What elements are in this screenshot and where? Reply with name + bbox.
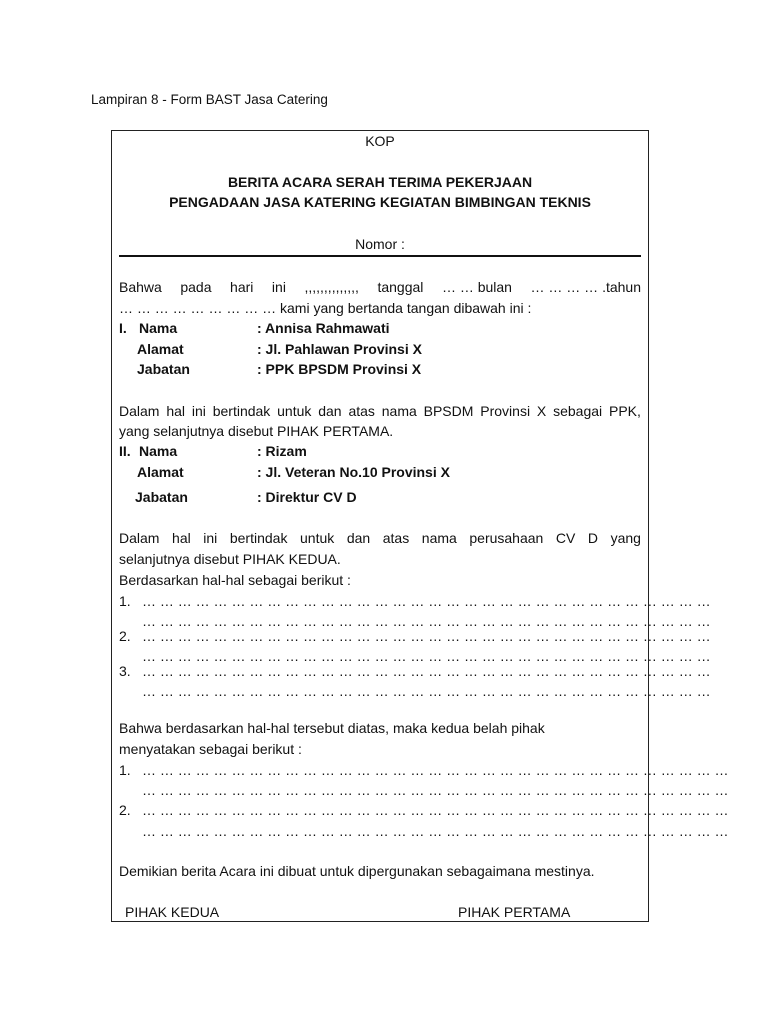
desc-word: bertindak	[212, 403, 271, 419]
blank-line: … … … … … … … … … … … … … … … … … … … … … … … … … … … … … … … …	[142, 648, 711, 664]
party1-desc-line-1	[119, 402, 641, 420]
blank-line: … … … … … … … … … … … … … … … … … … … … … … … … … … … … … … … … …	[142, 782, 729, 798]
title-line-1: BERITA ACARA SERAH TERIMA PEKERJAAN	[227, 174, 533, 190]
list-number: 2.	[119, 802, 131, 818]
year-blank: … … … … .tahun	[530, 279, 641, 295]
desc-word: Provinsi	[480, 403, 531, 419]
desc-word: atas	[348, 403, 375, 419]
party2-address-label: Alamat	[137, 464, 184, 480]
party1-desc-line-2: yang selanjutnya disebut PIHAK PERTAMA.	[119, 423, 394, 439]
statement-line-1: Bahwa berdasarkan hal-hal tersebut diatas, maka kedua belah pihak	[119, 720, 545, 736]
desc-word: atas	[382, 530, 410, 546]
basis-item-2	[119, 627, 711, 645]
party2-address-row	[119, 463, 641, 481]
basis-item-1	[119, 592, 711, 610]
desc-word: perusahaan	[469, 530, 544, 546]
closing-statement: Demikian berita Acara ini dibuat untuk dipergunakan sebagaimana mestinya.	[119, 863, 595, 879]
statement-item-1	[119, 761, 729, 779]
party1-position-value: : PPK BPSDM Provinsi X	[257, 361, 422, 377]
desc-word: Dalam	[119, 403, 160, 419]
party2-position-row	[119, 488, 641, 506]
intro-word: hari	[230, 279, 254, 295]
blank-line: … … … … … … … … … … … … … … … … … … … … … … … … … … … … … … … …	[142, 683, 711, 699]
bast-form	[111, 130, 729, 922]
nomor-label: Nomor :	[355, 236, 405, 252]
desc-word: untuk	[277, 403, 312, 419]
party1-address-label: Alamat	[137, 341, 184, 357]
list-number: 3.	[119, 663, 131, 679]
kop-heading: KOP	[365, 133, 395, 149]
intro-word: pada	[180, 279, 212, 295]
desc-word: nama	[381, 403, 417, 419]
party2-desc-line-2: selanjutnya disebut PIHAK KEDUA.	[119, 551, 341, 567]
intro-line-1	[119, 278, 641, 296]
blank-line: … … … … … … … … … … … … … … … … … … … … … … … … … … … … … … … … …	[142, 802, 729, 818]
party1-position-label: Jabatan	[137, 361, 190, 377]
party2-address-value: : Jl. Veteran No.10 Provinsi X	[257, 464, 450, 480]
basis-item-3	[119, 662, 711, 680]
desc-word: CV	[555, 530, 576, 546]
desc-word: hal	[166, 403, 185, 419]
party1-position-row	[119, 360, 641, 378]
blank-line: … … … … … … … … … … … … … … … … … … … … … … … … … … … … … … … … …	[142, 762, 729, 778]
party1-name-label: Nama	[139, 320, 178, 336]
party1-address-value: : Jl. Pahlawan Provinsi X	[257, 341, 422, 357]
blank-line: … … … … … … … … … … … … … … … … … … … … … … … … … … … … … … … …	[142, 613, 711, 629]
party1-number: I.	[119, 320, 127, 336]
desc-word: nama	[421, 530, 457, 546]
desc-word: dan	[318, 403, 342, 419]
desc-word: yang	[610, 530, 641, 546]
desc-word: untuk	[300, 530, 335, 546]
basis-intro: Berdasarkan hal-hal sebagai berikut :	[119, 572, 351, 588]
document-caption: Lampiran 8 - Form BAST Jasa Catering	[91, 92, 328, 107]
desc-word: hal	[172, 530, 191, 546]
title-line-2: PENGADAAN JASA KATERING KEGIATAN BIMBINGAN TEKNIS	[169, 194, 591, 210]
signature-left-label: PIHAK KEDUA	[125, 904, 220, 920]
desc-word: X	[536, 403, 547, 419]
signature-right-label: PIHAK PERTAMA	[458, 904, 571, 920]
basis-item-3-cont	[119, 682, 711, 700]
month-blank: … … bulan	[441, 279, 512, 295]
desc-word: bertindak	[229, 530, 288, 546]
party1-name-row	[119, 319, 641, 337]
intro-line-2: … … … … … … … … … kami yang bertanda tangan dibawah ini :	[119, 300, 532, 316]
party2-name-label: Nama	[139, 443, 178, 459]
statement-item-1-cont	[119, 781, 729, 799]
intro-word: tanggal	[377, 279, 424, 295]
party1-address-row	[119, 340, 641, 358]
party2-desc-line-1	[119, 529, 641, 547]
party2-position-label: Jabatan	[135, 489, 188, 505]
list-number: 1.	[119, 762, 131, 778]
desc-word: ini	[191, 403, 206, 419]
intro-word: ini	[271, 279, 286, 295]
party1-name-value: : Annisa Rahmawati	[257, 320, 390, 336]
header-divider	[119, 255, 641, 257]
statement-item-2-cont	[119, 822, 729, 840]
intro-word: Bahwa	[119, 279, 162, 295]
party2-position-value: : Direktur CV D	[257, 489, 357, 505]
desc-word: sebagai	[553, 403, 603, 419]
desc-word: PPK,	[608, 403, 641, 419]
list-number: 2.	[119, 628, 131, 644]
blank-line: … … … … … … … … … … … … … … … … … … … … … … … … … … … … … … … …	[142, 628, 711, 644]
day-blank: ,,,,,,,,,,,,,,	[304, 279, 359, 295]
desc-word: dan	[346, 530, 371, 546]
blank-line: … … … … … … … … … … … … … … … … … … … … … … … … … … … … … … … …	[142, 663, 711, 679]
party2-name-value: : Rizam	[257, 443, 307, 459]
desc-word: ini	[203, 530, 218, 546]
party2-name-row	[119, 442, 641, 460]
statement-line-2: menyatakan sebagai berikut :	[119, 741, 302, 757]
blank-line: … … … … … … … … … … … … … … … … … … … … … … … … … … … … … … … … …	[142, 823, 729, 839]
list-number: 1.	[119, 593, 131, 609]
desc-word: D	[587, 530, 599, 546]
desc-word: Dalam	[119, 530, 160, 546]
desc-word: BPSDM	[423, 403, 474, 419]
party2-number: II.	[119, 443, 131, 459]
blank-line: … … … … … … … … … … … … … … … … … … … … … … … … … … … … … … … …	[142, 593, 711, 609]
statement-item-2	[119, 801, 729, 819]
